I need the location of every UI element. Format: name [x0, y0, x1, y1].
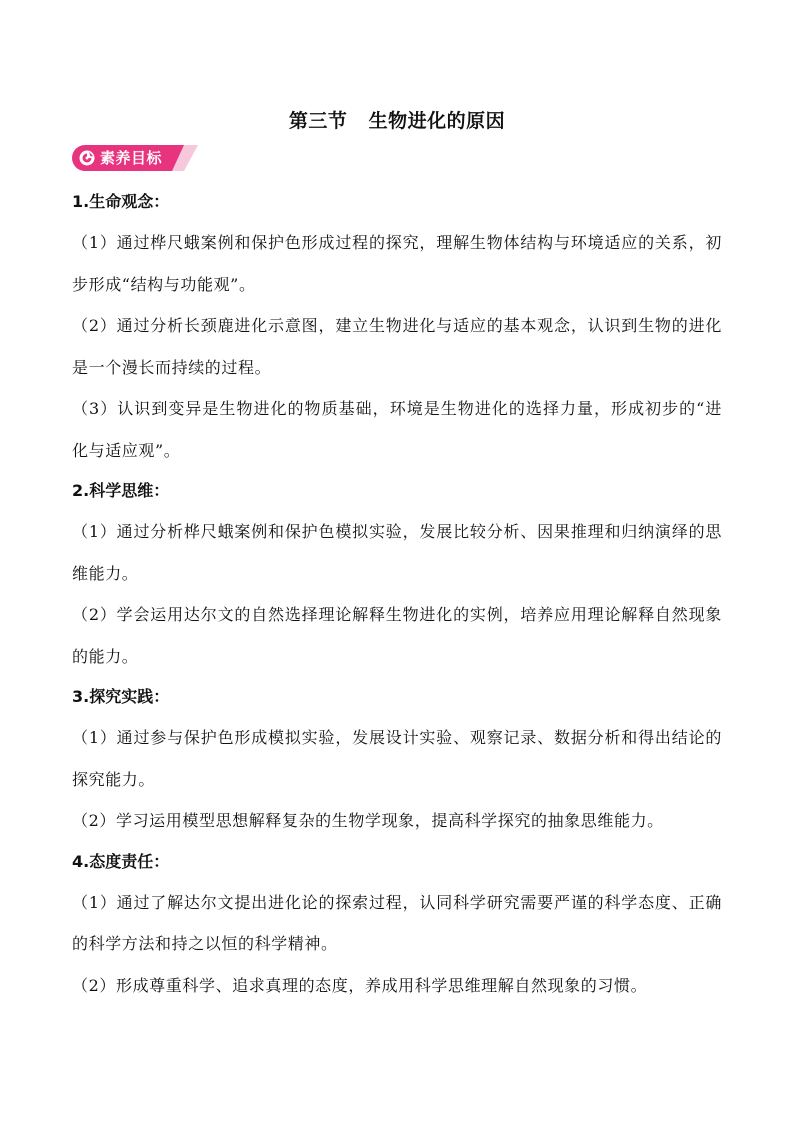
list-item: （2）学习运用模型思想解释复杂的生物学现象，提高科学探究的抽象思维能力。	[72, 811, 664, 830]
section-life-concept	[72, 182, 722, 471]
section-badge	[72, 145, 198, 171]
section-heading: 3.探究实践：	[72, 687, 170, 706]
section-attitude-responsibility	[72, 842, 722, 1007]
list-item: （1）通过分析桦尺蛾案例和保护色模拟实验，发展比较分析、因果推理和归纳演绎的思维能力。	[72, 522, 722, 583]
section-scientific-thinking	[72, 471, 722, 677]
page-title: 第三节 生物进化的原因	[288, 110, 506, 132]
section-heading: 1.生命观念：	[72, 192, 170, 211]
list-item: （2）通过分析长颈鹿进化示意图，建立生物进化与适应的基本观念，认识到生物的进化是一个漫长而持续的过程。	[72, 316, 722, 377]
list-item: （2）形成尊重科学、追求真理的态度，养成用科学思维理解自然现象的习惯。	[72, 975, 648, 995]
list-item: （3）认识到变异是生物进化的物质基础，环境是生物进化的选择力量，形成初步的“进化与适应观”。	[72, 399, 722, 460]
list-item: （1）通过参与保护色形成模拟实验，发展设计实验、观察记录、数据分析和得出结论的探究能力。	[72, 728, 722, 789]
target-swirl-icon	[78, 149, 96, 167]
list-item: （2）学会运用达尔文的自然选择理论解释生物进化的实例，培养应用理论解释自然现象的能力。	[72, 605, 722, 666]
section-heading: 4.态度责任：	[72, 851, 170, 871]
badge-label: 素养目标	[100, 149, 163, 167]
list-item: （1）通过了解达尔文提出进化论的探索过程，认同科学研究需要严谨的科学态度、正确的科学方法和持之以恒的科学精神。	[72, 892, 722, 953]
objectives-content	[72, 182, 722, 1006]
section-heading: 2.科学思维：	[72, 481, 170, 500]
list-item: （1）通过桦尺蛾案例和保护色形成过程的探究，理解生物体结构与环境适应的关系，初步形成“结构与功能观”。	[72, 233, 722, 294]
section-inquiry-practice	[72, 677, 722, 842]
